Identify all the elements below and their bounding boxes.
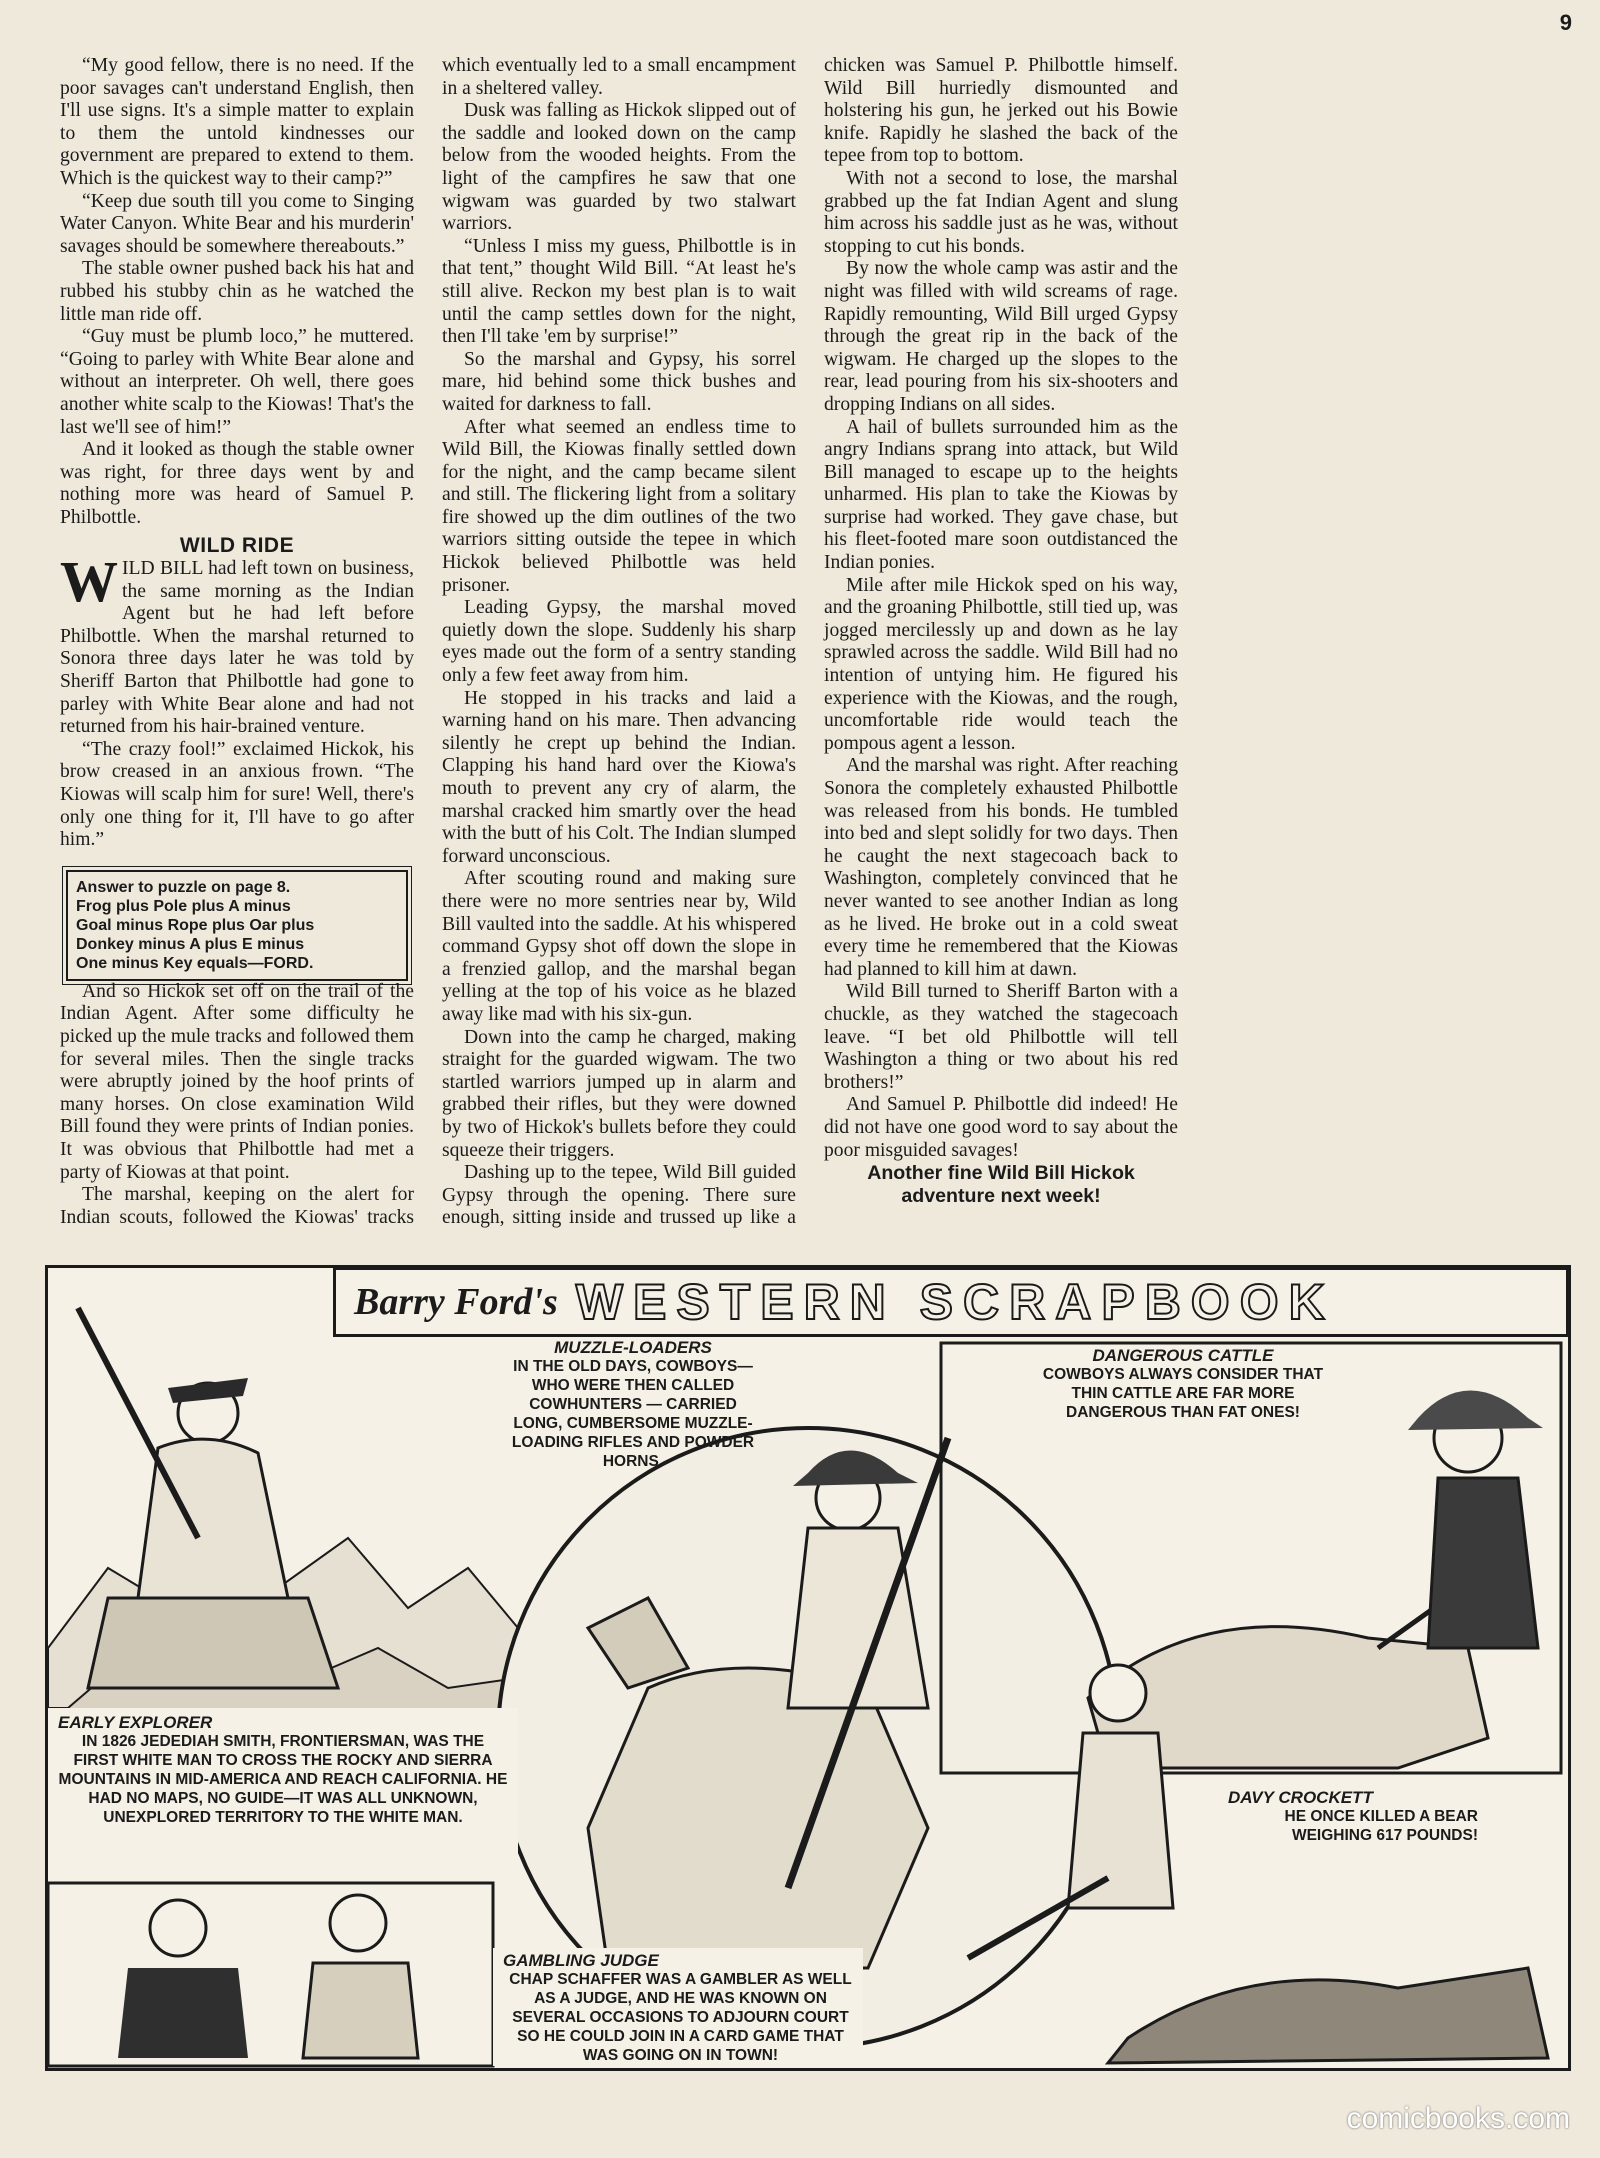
- story-paragraph: “My good fellow, there is no need. If the poor savages can't understand English, then I'll use signs. It's a simple matter to explain to them the untold kindnesses our government are prepared to extend to them. Which is the quickest way to their camp?”: [60, 55, 414, 189]
- story-paragraph: A hail of bullets surrounded him as the angry Indians sprang into attack, but Wild Bill managed to escape up to the heights unharmed. His plan to take the Kiowas by surprise had worked. They gave chase, but his fleet-footed mare soon outdistanced the Indian ponies.: [824, 416, 1178, 574]
- caption-davy-crockett: [1228, 1788, 1478, 1845]
- story-columns: [60, 55, 1560, 1235]
- caption-heading: DAVY CROCKETT: [1228, 1788, 1373, 1807]
- caption-body: IN 1826 JEDEDIAH SMITH, FRONTIERSMAN, WAS THE FIRST WHITE MAN TO CROSS THE ROCKY AND SIERRA MOUNTAINS IN MID-AMERICA AND REACH CALIFORNIA. HE HAD NO MAPS, NO GUIDE—IT WAS ALL UNKNOWN, UNEXPLORED TERRITORY TO THE WHITE MAN.: [58, 1733, 508, 1826]
- story-paragraph: And it looked as though the stable owner was right, for three days went by and nothing more was heard of Samuel P. Philbottle.: [60, 439, 414, 528]
- closing-line: Another fine Wild Bill Hickok adventure next week!: [867, 1162, 1135, 1207]
- drop-cap: W: [60, 549, 118, 615]
- banner-title: WESTERN SCRAPBOOK: [575, 1274, 1335, 1330]
- puzzle-answer-box: [66, 870, 408, 981]
- story-paragraph: The stable owner pushed back his hat and rubbed his stubby chin as he watched the little man ride off.: [60, 258, 414, 325]
- story-paragraph: With not a second to lose, the marshal grabbed up the fat Indian Agent and slung him across his saddle just as he was, without stopping to cut his bonds.: [824, 167, 1178, 257]
- story-paragraph: And Samuel P. Philbottle did indeed! He did not have one good word to say about the poor misguided savages!: [824, 1094, 1178, 1161]
- story-paragraph: “Keep due south till you come to Singing Water Canyon. White Bear and his murderin' savages should be somewhere thereabouts.”: [60, 190, 414, 257]
- caption-heading: GAMBLING JUDGE: [503, 1951, 659, 1970]
- caption-body: CHAP SCHAFFER WAS A GAMBLER AS WELL AS A JUDGE, AND HE WAS KNOWN ON SEVERAL OCCASIONS TO ADJOURN COURT SO HE COULD JOIN IN A CARD GAME THAT WAS GOING ON IN TOWN!: [509, 1971, 852, 2064]
- caption-early-explorer: [58, 1713, 508, 1827]
- site-watermark: comicbooks.com: [1346, 2102, 1570, 2135]
- story-paragraph: The marshal, keeping on the alert for Indian scouts, followed the Kiowas' tracks which eventually led to a small encampment in a sheltered valley.: [60, 55, 796, 1228]
- section-subheading: WILD RIDE: [179, 534, 295, 558]
- answer-line: Donkey minus A plus E minus: [76, 935, 305, 953]
- caption-body: IN THE OLD DAYS, COWBOYS—WHO WERE THEN CALLED COWHUNTERS — CARRIED LONG, CUMBERSOME MUZZLE-LOADING RIFLES AND POWDER HORNS.: [511, 1358, 755, 1470]
- page-number: 9: [1559, 10, 1572, 35]
- caption-body: COWBOYS ALWAYS CONSIDER THAT THIN CATTLE ARE FAR MORE DANGEROUS THAN FAT ONES!: [1042, 1366, 1324, 1421]
- caption-gambling-judge: [503, 1951, 858, 2065]
- story-paragraph: Down into the camp he charged, making straight for the guarded wigwam. The two startled warriors jumped up in alarm and grabbed their rifles, but they were downed by two of Hickok's bullets before they could squeeze their triggers.: [442, 1026, 796, 1161]
- story-paragraph: Wild Bill turned to Sheriff Barton with a chuckle, as they watched the stagecoach leave. “I bet old Philbottle will tell Washington a thing or two about his red brothers!”: [824, 981, 1178, 1093]
- caption-heading: EARLY EXPLORER: [58, 1713, 213, 1732]
- story-paragraph: So the marshal and Gypsy, his sorrel mare, hid behind some thick bushes and waited for darkness to fall.: [442, 348, 796, 415]
- story-paragraph: And so Hickok set off on the trail of the Indian Agent. After some difficulty he picked up the mule tracks and followed them for several miles. Then the single tracks were abruptly joined by the hoof prints of many horses. On close examination Wild Bill found they were prints of Indian ponies. It was obvious that Philbottle had met a party of Kiowas at that point.: [60, 980, 414, 1183]
- caption-heading: DANGEROUS CATTLE: [1092, 1346, 1274, 1365]
- story-paragraph: Mile after mile Hickok sped on his way, and the groaning Philbottle, still tied up, was jogged mercilessly up and down as he lay sprawled across the saddle. Wild Bill had no intention of untying him. He figured his experience with the Kiowas, and the rough, uncomfortable ride would teach the pompous agent a lesson.: [824, 574, 1178, 754]
- story-paragraph: Dashing up to the tepee, Wild Bill guided Gypsy through the opening. There sure enough, sitting inside and trussed up like a chicken was Samuel P. Philbottle himself. Wild Bill hurriedly dismounted and holstering his gun, he jerked out his Bowie knife. Rapidly he slashed the back of the tepee from top to bottom.: [442, 55, 1178, 1229]
- story-paragraph: After what seemed an endless time to Wild Bill, the Kiowas finally settled down for the night, and the camp became silent and still. The flickering light from a solitary fire showed up the dim outlines of the two warriors sitting outside the tepee in which Hickok believed Philbottle was held prisoner.: [442, 416, 796, 596]
- western-scrapbook-panel: [45, 1265, 1571, 2071]
- story-paragraph: Dusk was falling as Hickok slipped out of the saddle and looked down on the camp below from the wooded heights. From the light of the campfires he saw that one wigwam was guarded by two stalwart warriors.: [442, 100, 796, 235]
- story-paragraph: He stopped in his tracks and laid a warning hand on his mare. Then advancing silently he crept up behind the Indian. Clapping his hand hard over the Kiowa's mouth to prevent any cry of alarm, the marshal cracked him smartly over the head with the butt of his Colt. The Indian slumped forward unconscious.: [442, 687, 796, 867]
- story-paragraph: “Unless I miss my guess, Philbottle is in that tent,” thought Wild Bill. “At least he's still alive. Reckon my best plan is to wait until the camp settles down for the night, then I'll take 'em by surprise!”: [442, 235, 796, 348]
- dropcap-text: ILD BILL had left town on business, the same morning as the Indian Agent but he had left before Philbottle. When the marshal returned to Sonora three days later he was told by Sheriff Barton that Philbottle had gone to parley with White Bear alone and had not returned from his hair-brained venture.: [60, 558, 414, 738]
- caption-dangerous-cattle: [1023, 1346, 1343, 1422]
- caption-body: HE ONCE KILLED A BEAR WEIGHING 617 POUNDS!: [1284, 1808, 1478, 1844]
- caption-heading: MUZZLE-LOADERS: [554, 1338, 712, 1357]
- story-paragraph: “Guy must be plumb loco,” he muttered. “Going to parley with White Bear alone and without an interpreter. Oh well, there goes another white scalp to the Kiowas! That's the last we'll see of him!”: [60, 326, 414, 438]
- story-paragraph: And the marshal was right. After reaching Sonora the completely exhausted Philbottle was released from his bonds. He tumbled into bed and slept solidly for two days. Then he caught the next stagecoach back to Washington, completely convinced that he never wanted to see another Indian as long as he lived. He broke out in a cold sweat every time he remembered that the Kiowas had planned to kill him at dawn.: [824, 755, 1178, 980]
- story-paragraph: After scouting round and making sure there were no more sentries near by, Wild Bill vaulted into the saddle. At his whispered command Gypsy shot off down the slope in a frenzied gallop, and the marshal began yelling at the top of his voice as he blazed away like mad with his six-gun.: [442, 868, 796, 1025]
- answer-line: One minus Key equals—FORD.: [76, 954, 314, 972]
- answer-line: Frog plus Pole plus A minus: [76, 897, 291, 915]
- story-paragraph: By now the whole camp was astir and the night was filled with wild screams of rage. Rapidly remounting, Wild Bill urged Gypsy through the great rip in the back of the wigwam. He charged up the slopes to the rear, lead pouring from his six-shooters and dropping Indians on all sides.: [824, 258, 1178, 415]
- banner-author: Barry Ford's: [354, 1281, 558, 1323]
- answer-line: Goal minus Rope plus Oar plus: [76, 916, 315, 934]
- dropcap-paragraph: [60, 549, 414, 739]
- answer-line: Answer to puzzle on page 8.: [76, 878, 291, 896]
- story-paragraph: Leading Gypsy, the marshal moved quietly down the slope. Suddenly his sharp eyes made out the form of a sentry standing only a few feet away from him.: [442, 597, 796, 687]
- story-paragraph: “The crazy fool!” exclaimed Hickok, his brow creased in an anxious frown. “The Kiowas will scalp him for sure! Well, there's only one thing for it, I'll have to go after him.”: [60, 738, 414, 851]
- caption-muzzle-loaders: [503, 1338, 763, 1471]
